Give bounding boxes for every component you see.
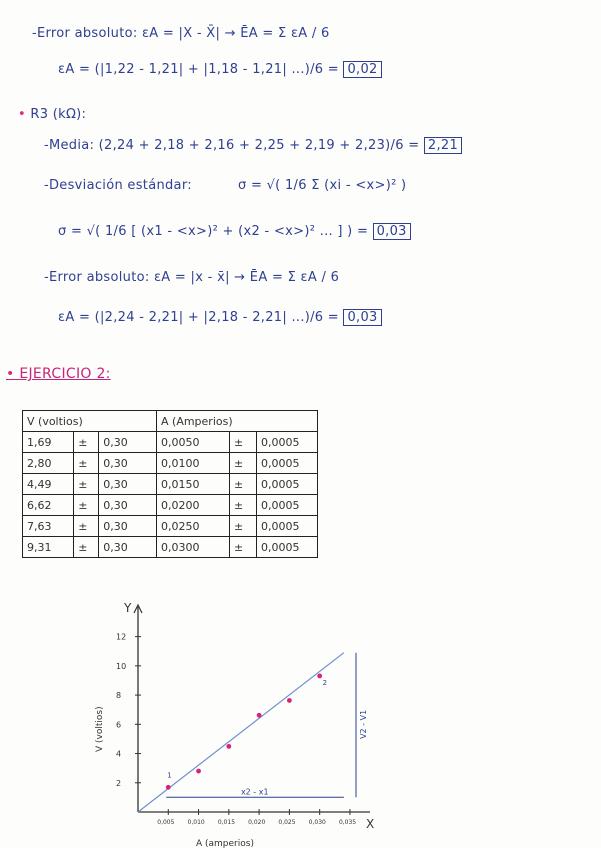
table-cell-v: 9,31 (23, 537, 74, 558)
error-absoluto-line-2: -Error absoluto: εA = |x - x̄| → ĒA = Σ εA / 6 (44, 270, 340, 285)
data-point (257, 713, 262, 718)
table-cell-a: 0,0200 (157, 495, 230, 516)
y-tick-label: 10 (116, 661, 127, 671)
table-cell-dv: 0,30 (99, 453, 157, 474)
table-cell-a: 0,0100 (157, 453, 230, 474)
x-tick-label: 0,005 (157, 819, 175, 826)
result-box-ea: 0,02 (343, 61, 381, 78)
y-tick-label: 6 (116, 720, 122, 730)
error-absoluto-calc-line-2: εA = (|2,24 - 2,21| + |2,18 - 2,21| ...)/6 = 0,03 (58, 310, 382, 325)
y-axis-label: V (voltios) (95, 706, 105, 752)
data-point (166, 785, 171, 790)
table-cell-a: 0,0050 (157, 432, 230, 453)
exercise-heading: • EJERCICIO 2: (6, 366, 111, 382)
x-tick-label: 0,020 (248, 819, 266, 826)
table-cell-pm2: ± (230, 474, 257, 495)
header-amperios: A (Amperios) (157, 411, 318, 432)
x-axis-letter: X (366, 817, 375, 831)
table-cell-da: 0,0005 (257, 474, 318, 495)
table-cell-dv: 0,30 (99, 474, 157, 495)
table-cell-da: 0,0005 (257, 516, 318, 537)
table-cell-pm2: ± (230, 432, 257, 453)
desviacion-formula: σ = √( 1/6 Σ (xi - <x>)² ) (238, 178, 407, 193)
x-axis-label: A (amperios) (196, 839, 254, 848)
table-cell-v: 1,69 (23, 432, 74, 453)
result-box-sigma: 0,03 (373, 223, 411, 240)
table-cell-a: 0,0150 (157, 474, 230, 495)
dy-label: V2 - V1 (359, 709, 368, 739)
x-tick-label: 0,015 (217, 819, 236, 826)
table-cell-da: 0,0005 (257, 453, 318, 474)
table-cell-pm2: ± (230, 453, 257, 474)
table-cell-pm1: ± (74, 516, 99, 537)
y-tick-label: 2 (116, 778, 122, 788)
dx-label: x2 - x1 (240, 787, 269, 797)
table-cell-da: 0,0005 (257, 537, 318, 558)
table-cell-pm2: ± (230, 495, 257, 516)
table-cell-pm1: ± (74, 537, 99, 558)
error-absoluto-line-1: -Error absoluto: εA = |X - X̄| → ĒA = Σ εA / 6 (32, 26, 330, 41)
table-cell-pm1: ± (74, 432, 99, 453)
table-cell-a: 0,0300 (157, 537, 230, 558)
table-cell-da: 0,0005 (257, 495, 318, 516)
sigma-calc-line: σ = √( 1/6 [ (x1 - <x>)² + (x2 - <x>)² ... ] ) = 0,03 (58, 224, 411, 239)
media-line: -Media: (2,24 + 2,18 + 2,16 + 2,25 + 2,19 + 2,23)/6 = 2,21 (44, 138, 462, 153)
data-point (317, 674, 322, 679)
data-point (287, 698, 292, 703)
table-cell-v: 2,80 (23, 453, 74, 474)
table-cell-pm2: ± (230, 516, 257, 537)
y-tick-label: 4 (116, 749, 122, 759)
y-tick-label: 12 (116, 632, 127, 642)
point1-label: 1 (167, 771, 172, 780)
table-cell-pm1: ± (74, 495, 99, 516)
table-cell-da: 0,0005 (257, 432, 318, 453)
header-voltios: V (voltios) (23, 411, 157, 432)
table-cell-a: 0,0250 (157, 516, 230, 537)
table-cell-v: 4,49 (23, 474, 74, 495)
desviacion-label: -Desviación estándar: (44, 178, 192, 193)
x-tick-label: 0,030 (308, 819, 326, 826)
table-cell-dv: 0,30 (99, 537, 157, 558)
x-tick-label: 0,025 (278, 819, 296, 826)
data-point (226, 744, 231, 749)
x-tick-label: 0,035 (338, 819, 357, 826)
error-absoluto-calc-line: εA = (|1,22 - 1,21| + |1,18 - 1,21| ...)/6 = 0,02 (58, 62, 382, 77)
table-cell-pm1: ± (74, 474, 99, 495)
result-box-ea-2: 0,03 (343, 309, 381, 326)
table-cell-dv: 0,30 (99, 516, 157, 537)
y-axis-letter: Y (124, 601, 132, 615)
table-cell-pm1: ± (74, 453, 99, 474)
table-cell-v: 6,62 (23, 495, 74, 516)
table-cell-dv: 0,30 (99, 495, 157, 516)
table-cell-pm2: ± (230, 537, 257, 558)
result-box-media: 2,21 (424, 137, 462, 154)
r3-heading: • R3 (kΩ): (18, 107, 87, 122)
data-point (196, 769, 201, 774)
x-tick-label: 0,010 (187, 819, 205, 826)
table-cell-dv: 0,30 (99, 432, 157, 453)
y-tick-label: 8 (116, 691, 122, 701)
table-cell-v: 7,63 (23, 516, 74, 537)
point2-label: 2 (322, 678, 328, 687)
